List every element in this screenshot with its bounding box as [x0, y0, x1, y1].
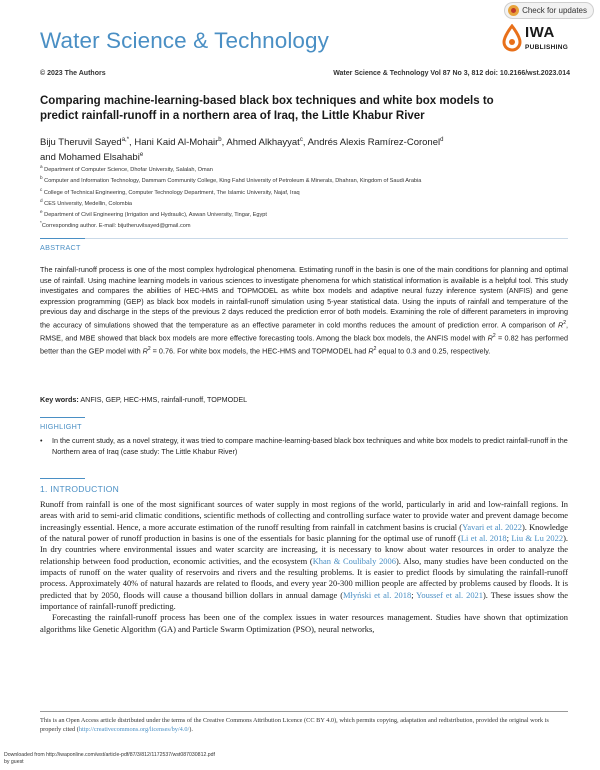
abstract-heading: ABSTRACT [40, 243, 81, 252]
copyright: © 2023 The Authors [40, 70, 106, 77]
affiliation: $^c$ College of Technical Engineering, Computer Technology Department, The Islamic University, Najaf, Iraq [40, 186, 300, 196]
highlight-heading: HIGHLIGHT [40, 422, 82, 431]
affiliation: $^a$ Department of Computer Science, Dhofar University, Salalah, Oman [40, 164, 213, 173]
paper-title: Comparing machine-learning-based black box techniques and white box models to predict rainfall-runoff in a northern area of Iraq, the Little Khabur River [40, 95, 494, 122]
abstract-body: The rainfall-runoff process is one of the most complex hydrological phenomena. Estimating runoff in the basin is one of the main conditions for planning and optimal use of rainfall. Using machine learning models in various sciences to investigate phenomena for which statistical information is available is a helpful tool. This study investigates and compares the abilities of HEC-HMS and TOPMODEL as white box models and adaptive neural fuzzy inference system (ANFIS) and gene expression programming (GEP) as black box models in rainfall-runoff simulation using 5-year statistical data. Using the inputs of rainfall and temperature of the previous day and discharge in the steps of the previous 2 days reduced the prediction error of both models. Examining the role of different parameters in improving the accuracy of simulations showed that the temperature as an effective parameter in cold months reduces the amount of prediction error. A comparison of $R^2$, RMSE, and MBE showed that black box models are more effective forecasting tools. Among the black box models, the ANFIS model with $R^2 = 0.82$ has performed better than the GEP model with $R^2 = 0.76$. For white box models, the HEC-HMS and TOPMODEL had $R^2$ equal to 0.3 and 0.25, respectively. [40, 265, 569, 356]
affiliation: $^b$ Computer and Information Technology, Dammam Community College, King Fahd University of Petroleum & Minerals, Dhahran, Kingdom of Saudi Arabia [40, 175, 422, 185]
citation-link[interactable]: Li et al. 2018 [460, 533, 507, 544]
author: Biju Theruvil Sayed [40, 137, 122, 149]
iwa-logo-icon [502, 24, 522, 54]
citation-link[interactable]: Yavari et al. 2022 [462, 521, 522, 532]
citation: Water Science & Technology Vol 87 No 3, 812 doi: 10.2166/wst.2023.014 [333, 70, 570, 77]
paragraph: Runoff from rainfall is one of the most significant sources of water supply in most regions of the world, particularly in arid and low-rainfall regions. In areas with arid to semi-arid climatic conditions, scientific methods of collecting and controlling surface water to provide water and prevent damage become increasingly essential. Hence, a more accurate estimation of the runoff resulting from rainfall in catchment basins is crucial (Yavari et al. 2022). Knowledge of the natural power of runoff production in basins is one of the essentials for basic planning for the optimal use of runoff (Li et al. 2018; Liu & Lu 2022). In dry countries where environmental issues and water scarcity are increasing, it is necessary to know about water resources in order to analyze the relationship between food production, economic activities, and the ecosystem (Khan & Coulibaly 2006). Also, many studies have been conducted on the impacts of runoff on the water quality of reservoirs and rivers and the resulting problems. It is easier to predict floods by simulating the rainfall-runoff process. Approximately 40% of natural hazards are related to floods, and every year 20-300 million people are affected by problems caused by floods. It is predicted that by 2050, floods will cause a thousand billion dollars in annual damage (Młyński et al. 2018; Youssef et al. 2021). These issues show the importance of rainfall-runoff predicting. [40, 499, 568, 612]
citation-link[interactable]: Youssef et al. 2021 [416, 589, 483, 600]
author: Mohamed Elsahabi [58, 152, 140, 164]
citation-link[interactable]: Młyński et al. 2018 [343, 589, 412, 600]
logo-iwa-text: IWA [525, 24, 555, 41]
check-updates-icon [508, 5, 519, 16]
publisher-logo [502, 22, 574, 62]
keywords [40, 395, 568, 404]
introduction-body [40, 499, 568, 635]
introduction-heading: 1. INTRODUCTION [40, 484, 120, 494]
authors: Biju Theruvil Sayed$^{a,*}$, Hani Kaid Al-Mohair$^b$, Ahmed Alkhayyat$^c$, Andrés Alexis Ramírez-Coronel$^d$ and Mohamed Elsahabi$^e$ [40, 137, 444, 164]
highlight-text: In the current study, as a novel strategy, it was tried to compare machine-learning-based black box techniques and white box models to predict rainfall-runoff in the Northern area of Iraq (case study: The Little Khabur River) [52, 436, 568, 456]
footnote-rule [40, 711, 568, 712]
citation-link[interactable]: Liu & Lu 2022 [511, 533, 564, 544]
affiliation: $^e$ Department of Civil Engineering (Irrigation and Hydraulic), Aswan University, Tingar, Egypt [40, 209, 267, 218]
check-updates-label: Check for updates [522, 6, 587, 15]
author: Hani Kaid Al-Mohair [134, 137, 219, 149]
license-footnote: This is an Open Access article distributed under the terms of the Creative Commons Attribution Licence (CC BY 4.0), which permits copying, adaptation and redistribution, provided the original work is properly cited (http://creativecommons.org/licenses/by/4.0/). [40, 717, 549, 733]
download-note: Downloaded from http://iwaponline.com/wst/article-pdf/87/3/812/1172537/wst087030812.pdf by guest [4, 752, 215, 765]
affiliations [40, 163, 570, 231]
journal-title: Water Science & Technology [40, 28, 330, 53]
check-for-updates-button[interactable] [504, 2, 594, 19]
keywords-label: Key words: [40, 395, 79, 404]
highlight-rule [40, 417, 85, 418]
affiliation: *Corresponding author. E-mail: bijutheruvilsayed@gmail.com [40, 220, 191, 230]
author: Andrés Alexis Ramírez-Coronel [307, 137, 441, 149]
keywords-list: ANFIS, GEP, HEC-HMS, rainfall-runoff, TOPMODEL [80, 395, 248, 404]
bullet-icon: • [40, 436, 43, 445]
author: Ahmed Alkhayyat [226, 137, 300, 149]
citation-link[interactable]: Khan & Coulibaly 2006 [312, 555, 396, 566]
abstract-rule [40, 238, 568, 239]
introduction-rule [40, 478, 85, 479]
affiliation: $^d$ CES University, Medellin, Colombia [40, 197, 133, 207]
highlight-item [40, 436, 568, 457]
logo-publishing-text: PUBLISHING [525, 44, 569, 51]
paragraph: Forecasting the rainfall-runoff process has been one of the complex issues in water resources management. Studies have shown that optimization algorithms like Genetic Algorithm (GA) and Particle Swarm Optimization (PSO), neural networks, [40, 612, 568, 634]
abstract-short-rule [40, 238, 85, 239]
license-link[interactable]: http://creativecommons.org/licenses/by/4.0/ [78, 726, 190, 733]
